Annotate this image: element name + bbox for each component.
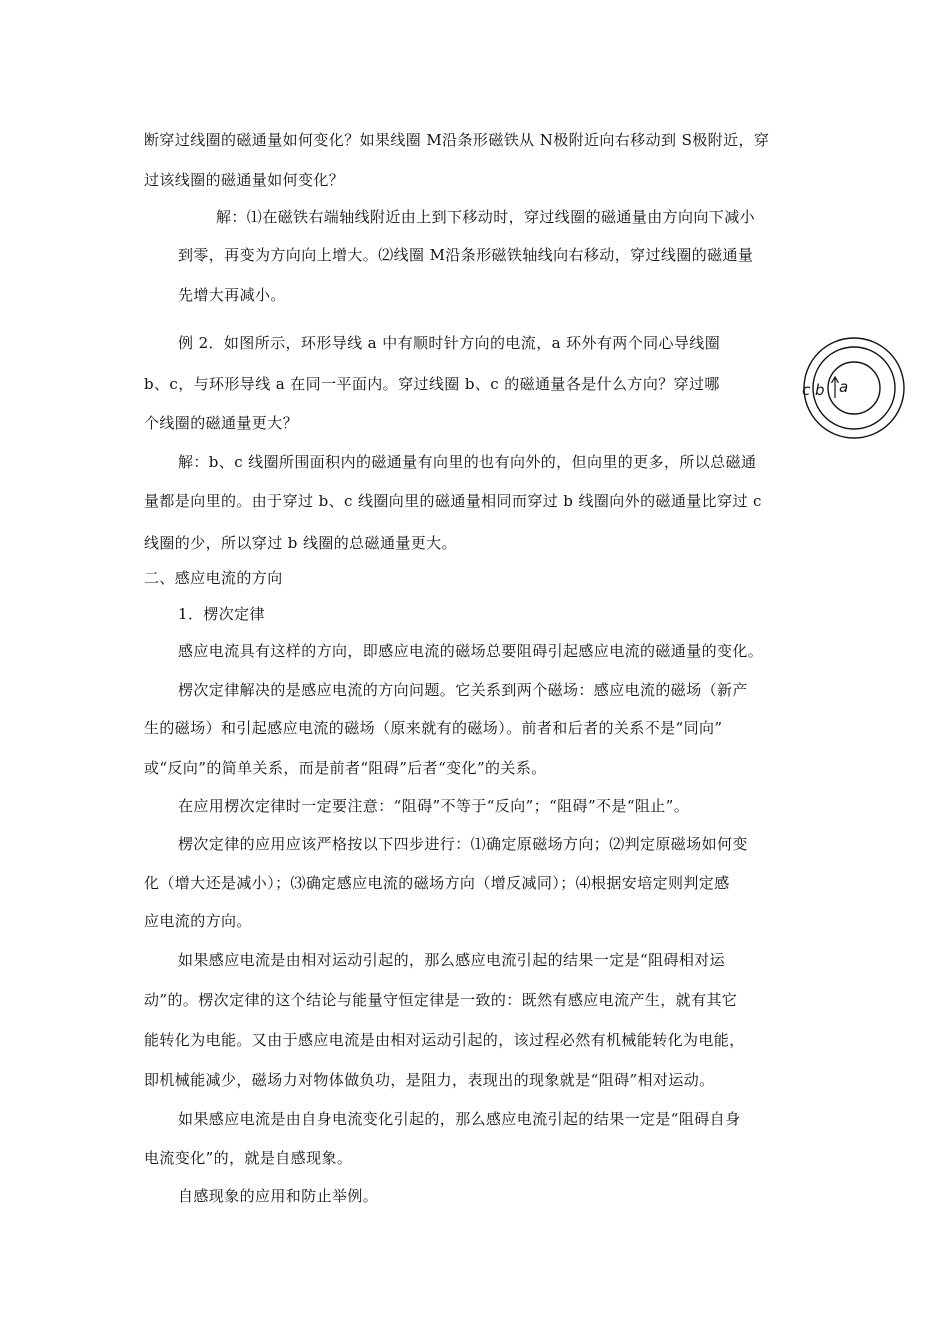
label-a: a (839, 378, 849, 396)
text-line: 先增大再减小。 (178, 286, 286, 304)
text-line: 化（增大还是减小）；⑶确定感应电流的磁场方向（增反减同）；⑷根据安培定则判定感 (144, 874, 730, 892)
text-line: 电流变化”的，就是自感现象。 (144, 1149, 353, 1167)
text-line: 生的磁场）和引起感应电流的磁场（原来就有的磁场）。前者和后者的关系不是“同向” (144, 719, 723, 737)
text-line: 断穿过线圈的磁通量如何变化？如果线圈 M沿条形磁铁从 N极附近向右移动到 S极附近，穿 (144, 131, 770, 149)
text-line: 在应用楞次定律时一定要注意：“阻碍”不等于“反向”；“阻碍”不是“阻止”。 (178, 797, 690, 815)
text-line: b、c，与环形导线 a 在同一平面内。穿过线圈 b、c 的磁通量各是什么方向？穿过哪 (144, 375, 720, 393)
text-line: 到零，再变为方向向上增大。⑵线圈 M沿条形磁铁轴线向右移动，穿过线圈的磁通量 (178, 246, 754, 264)
text-line: 感应电流具有这样的方向，即感应电流的磁场总要阻碍引起感应电流的磁通量的变化。 (178, 642, 764, 660)
label-b: b (815, 381, 825, 399)
concentric-coils-figure (790, 332, 920, 452)
text-line: 即机械能减少，磁场力对物体做负功，是阻力，表现出的现象就是“阻碍”相对运动。 (144, 1071, 715, 1089)
text-line: 自感现象的应用和防止举例。 (178, 1187, 379, 1205)
text-line: 个线圈的磁通量更大？ (144, 414, 299, 432)
text-line: 线圈的少，所以穿过 b 线圈的总磁通量更大。 (144, 534, 457, 552)
text-line: 如果感应电流是由自身电流变化引起的，那么感应电流引起的结果一定是“阻碍自身 (178, 1110, 741, 1128)
text-line: 量都是向里的。由于穿过 b、c 线圈向里的磁通量相同而穿过 b 线圈向外的磁通量比穿过 c (144, 492, 762, 510)
section-heading: 二、感应电流的方向 (144, 569, 283, 587)
text-line: 动”的。楞次定律的这个结论与能量守恒定律是一致的：既然有感应电流产生，就有其它 (144, 991, 738, 1009)
text-line: 解：⑴在磁铁右端轴线附近由上到下移动时，穿过线圈的磁通量由方向向下减小 (216, 208, 756, 226)
text-line: 如果感应电流是由相对运动引起的，那么感应电流引起的结果一定是“阻碍相对运 (178, 951, 726, 969)
coil-b-circle (813, 347, 895, 429)
text-line: 解：b、c 线圈所围面积内的磁通量有向里的也有向外的，但向里的更多，所以总磁通 (178, 453, 757, 471)
text-line: 楞次定律解决的是感应电流的方向问题。它关系到两个磁场：感应电流的磁场（新产 (178, 681, 748, 699)
text-line: 能转化为电能。又由于感应电流是由相对运动引起的，该过程必然有机械能转化为电能， (144, 1031, 745, 1049)
text-line: 过该线圈的磁通量如何变化？ (144, 171, 345, 189)
text-line: 或“反向”的简单关系，而是前者“阻碍”后者“变化”的关系。 (144, 759, 547, 777)
coil-a-circle (828, 362, 880, 414)
text-line: 楞次定律的应用应该严格按以下四步进行：⑴确定原磁场方向；⑵判定原磁场如何变 (178, 835, 748, 853)
text-line: 例 2．如图所示，环形导线 a 中有顺时针方向的电流，a 环外有两个同心导线圈 (178, 334, 721, 352)
subsection-heading: 1．楞次定律 (178, 605, 265, 623)
text-line: 应电流的方向。 (144, 912, 252, 930)
label-c: c (802, 381, 811, 399)
